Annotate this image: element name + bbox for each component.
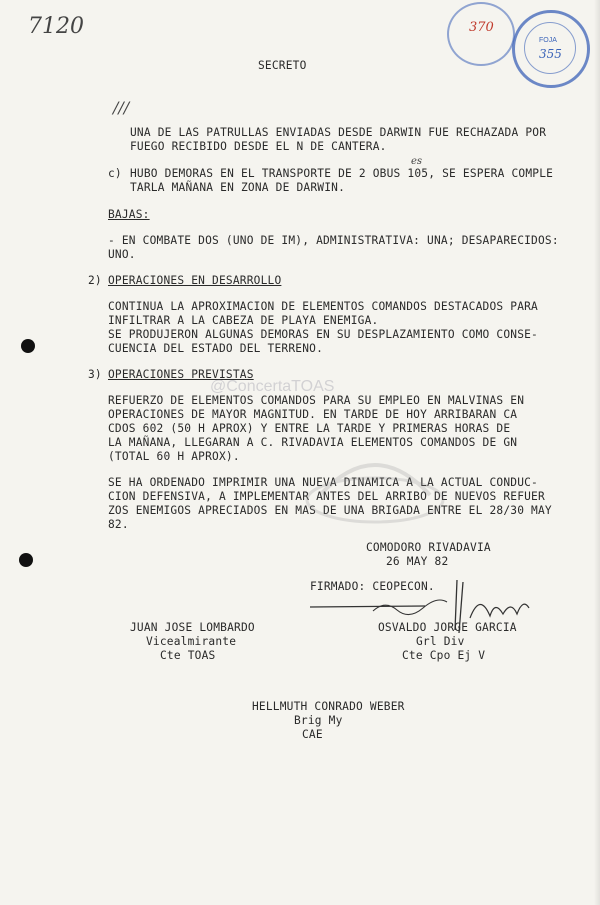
section-3-para2-line-1: SE HA ORDENADO IMPRIMIR UNA NUEVA DINAMICA A LA ACTUAL CONDUC- xyxy=(108,476,538,489)
signatory-3-rank: Brig My xyxy=(294,714,343,727)
watermark-text: @ConcertaTOAS xyxy=(210,378,335,395)
section-3-line-5: (TOTAL 60 H APROX). xyxy=(108,450,240,463)
section-2-title: OPERACIONES EN DESARROLLO xyxy=(108,274,282,287)
item-c-label: c) xyxy=(108,167,122,180)
intro-line-1: UNA DE LAS PATRULLAS ENVIADAS DESDE DARWIN FUE RECHAZADA POR xyxy=(130,126,547,139)
binder-hole-top xyxy=(21,339,35,353)
signatory-1-post: Cte TOAS xyxy=(160,649,216,662)
signatory-3-post: CAE xyxy=(302,728,323,741)
signatory-2-post: Cte Cpo Ej V xyxy=(402,649,486,662)
signatory-1-name: JUAN JOSE LOMBARDO xyxy=(130,621,255,634)
section-3-line-4: LA MAÑANA, LLEGARAN A C. RIVADAVIA ELEMENTOS COMANDOS DE GN xyxy=(108,436,518,449)
archive-stamp-left xyxy=(447,2,515,66)
section-2-line-1: CONTINUA LA APROXIMACION DE ELEMENTOS COMANDOS DESTACADOS PARA xyxy=(108,300,538,313)
section-3-para2-line-4: 82. xyxy=(108,518,129,531)
binder-hole-bottom xyxy=(19,553,33,567)
section-3-line-1: REFUERZO DE ELEMENTOS COMANDOS PARA SU EMPLEO EN MALVINAS EN xyxy=(108,394,525,407)
item-c-line-2: TARLA MAÑANA EN ZONA DE DARWIN. xyxy=(130,181,345,194)
stamp-right-label: FOJA xyxy=(539,37,557,44)
section-2-line-4: CUENCIA DEL ESTADO DEL TERRENO. xyxy=(108,342,323,355)
watermark-logo xyxy=(300,445,450,535)
section-2-number: 2) xyxy=(88,274,102,287)
section-3-title: OPERACIONES PREVISTAS xyxy=(108,368,254,381)
item-c-line-1: HUBO DEMORAS EN EL TRANSPORTE DE 2 OBUS 105, SE ESPERA COMPLE xyxy=(130,167,554,180)
bajas-title: BAJAS: xyxy=(108,208,150,221)
page-edge-shadow xyxy=(594,0,600,905)
bajas-line-1: - EN COMBATE DOS (UNO DE IM), ADMINISTRATIVA: UNA; DESAPARECIDOS: xyxy=(108,234,559,247)
section-3-line-2: OPERACIONES DE MAYOR MAGNITUD. EN TARDE DE HOY ARRIBARAN CA xyxy=(108,408,518,421)
section-3-line-3: CDOS 602 (50 H APROX) Y ENTRE LA TARDE Y PRIMERAS HORAS DE xyxy=(108,422,511,435)
classification-header: SECRETO xyxy=(258,59,307,72)
item-c-annotation: es xyxy=(411,156,423,167)
date: 26 MAY 82 xyxy=(386,555,449,568)
signatory-3-name: HELLMUTH CONRADO WEBER xyxy=(252,700,405,713)
section-3-para2-line-2: CION DEFENSIVA, A IMPLEMENTAR ANTES DEL ARRIBO DE NUEVOS REFUER xyxy=(108,490,545,503)
folio-stamp-right xyxy=(512,10,590,88)
stamp-right-number: 355 xyxy=(539,47,562,61)
handwritten-archive-number: 7120 xyxy=(28,14,84,39)
stamp-left-number: 370 xyxy=(469,20,494,35)
section-3-number: 3) xyxy=(88,368,102,381)
continuation-mark: /// xyxy=(113,98,130,117)
bajas-line-2: UNO. xyxy=(108,248,136,261)
signatory-2-name: OSVALDO JORGE GARCIA xyxy=(378,621,517,634)
signatory-2-rank: Grl Div xyxy=(416,635,465,648)
signed-line: FIRMADO: CEOPECON. xyxy=(310,580,435,593)
place: COMODORO RIVADAVIA xyxy=(366,541,491,554)
section-3-para2-line-3: ZOS ENEMIGOS APRECIADOS EN MAS DE UNA BRIGADA ENTRE EL 28/30 MAY xyxy=(108,504,552,517)
section-2-line-2: INFILTRAR A LA CABEZA DE PLAYA ENEMIGA. xyxy=(108,314,379,327)
signatory-1-rank: Vicealmirante xyxy=(146,635,237,648)
section-2-line-3: SE PRODUJERON ALGUNAS DEMORAS EN SU DESPLAZAMIENTO COMO CONSE- xyxy=(108,328,538,341)
intro-line-2: FUEGO RECIBIDO DESDE EL N DE CANTERA. xyxy=(130,140,387,153)
